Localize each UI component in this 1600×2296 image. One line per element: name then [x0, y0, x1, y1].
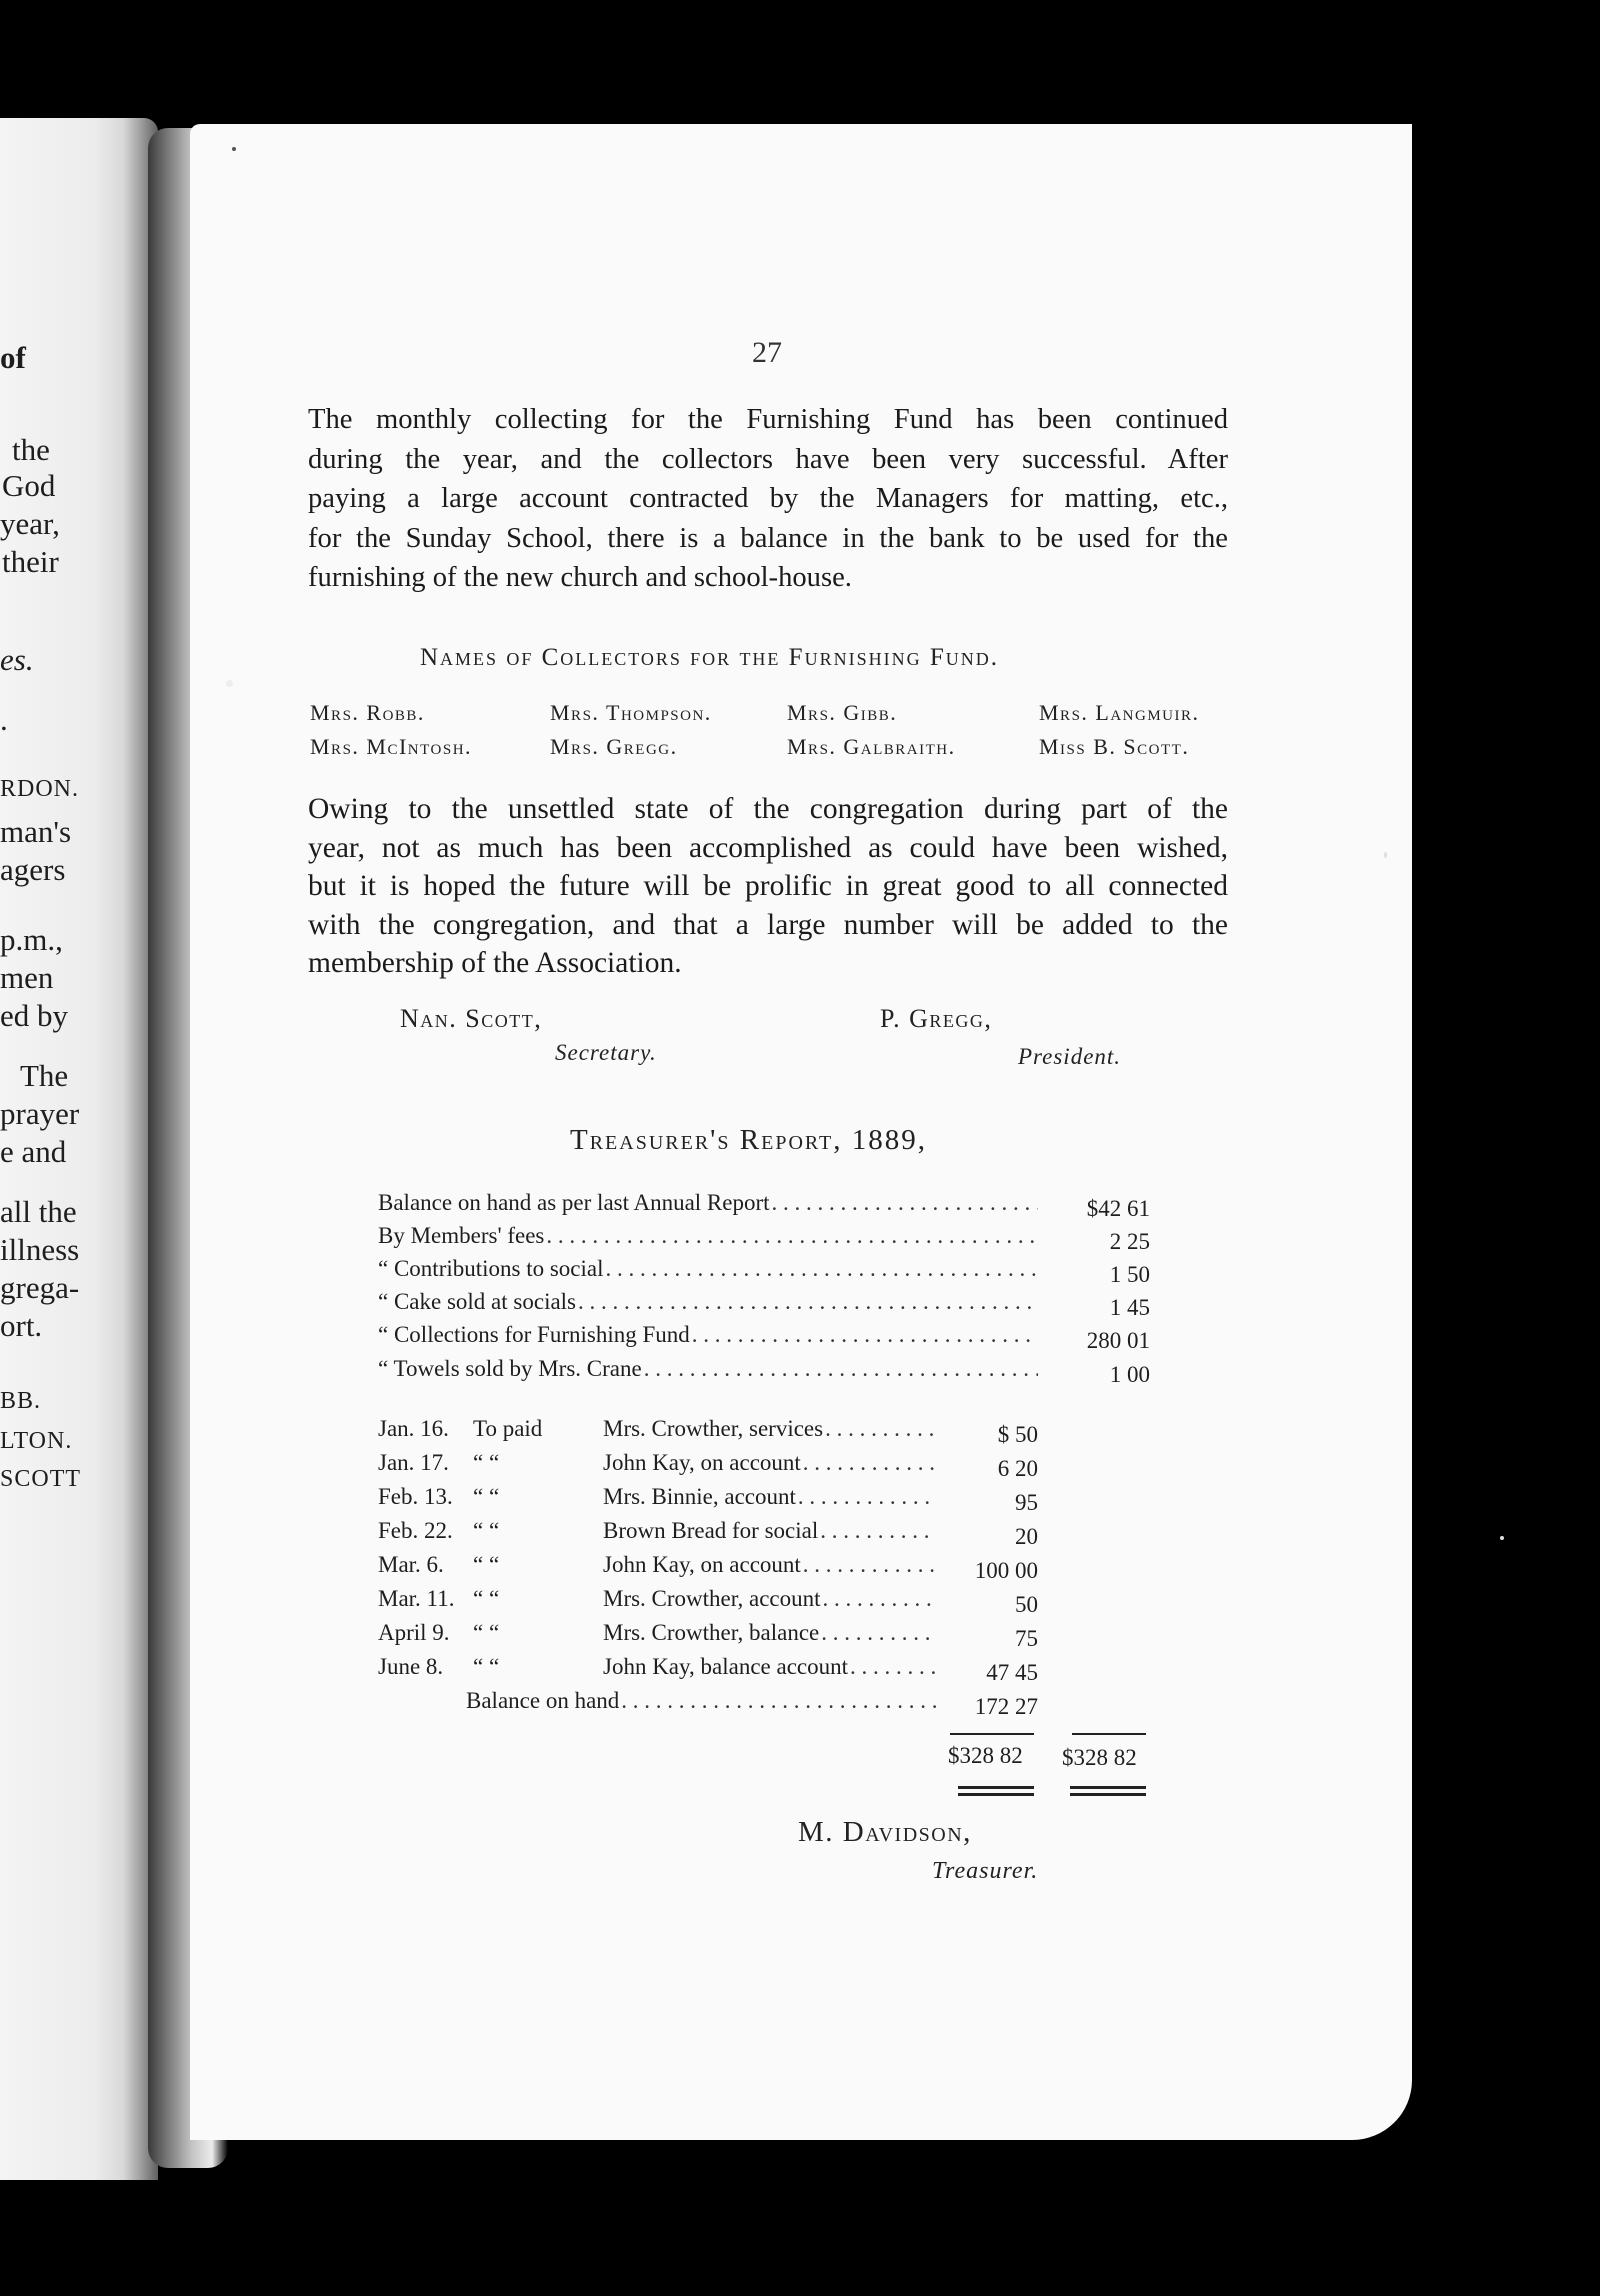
receipt-amount: 1 00	[1109, 1362, 1150, 1387]
payment-date: Mar. 6.	[378, 1552, 444, 1577]
payment-amount: 20	[1015, 1524, 1038, 1549]
collector-name: Mrs. Gibb.	[787, 700, 898, 725]
left-page-fragment: year,	[0, 506, 60, 541]
receipt-label: Balance on hand as per last Annual Report	[378, 1190, 770, 1215]
payment-to: “ “	[473, 1484, 500, 1509]
left-page-fragment: their	[2, 544, 59, 579]
payment-label: Mrs. Crowther, balance	[603, 1620, 820, 1645]
receipts-double-rule-top	[1070, 1786, 1146, 1789]
collector-name: Mrs. Robb.	[310, 700, 425, 725]
payment-date: Feb. 13.	[378, 1484, 453, 1509]
collector-name: Miss B. Scott.	[1039, 734, 1190, 759]
left-page-fragment: God	[2, 468, 56, 503]
collector-name: Mrs. Langmuir.	[1039, 700, 1200, 725]
receipt-label: “ Contributions to social	[378, 1256, 604, 1281]
payment-row	[378, 1620, 936, 1652]
paragraph-line: year, not as much has been accomplished as could have been wished,	[308, 831, 1228, 864]
receipt-row	[378, 1256, 1038, 1288]
leader-dots	[803, 1552, 936, 1578]
scan-speck	[226, 680, 233, 687]
receipt-label: “ Cake sold at socials	[378, 1289, 577, 1314]
scan-speck	[232, 147, 236, 151]
payment-to: “ “	[473, 1552, 500, 1577]
paragraph-line: but it is hoped the future will be prolific in great good to all connected	[308, 870, 1228, 902]
receipt-amount: 1 45	[1109, 1295, 1150, 1320]
left-page-fragment: man's	[0, 814, 72, 849]
left-page-fragment: p.m.,	[0, 922, 63, 957]
payment-to: “ “	[473, 1654, 500, 1679]
collectors-list	[310, 700, 1235, 760]
payment-row	[378, 1484, 936, 1516]
left-page-fragment: all the	[0, 1194, 77, 1229]
payment-row	[466, 1688, 936, 1720]
receipts-sum-rule	[1072, 1733, 1146, 1735]
leader-dots	[692, 1322, 1038, 1348]
payment-amount: 75	[1015, 1626, 1038, 1651]
president-title: President.	[1018, 1044, 1122, 1069]
left-page-fragment: illness	[0, 1232, 80, 1267]
payment-date: April 9.	[378, 1620, 450, 1645]
page-number: 27	[752, 336, 782, 369]
receipt-label: By Members' fees	[378, 1223, 545, 1248]
payment-amount: 172 27	[974, 1694, 1038, 1719]
leader-dots	[803, 1450, 936, 1476]
payment-to: To paid	[473, 1416, 543, 1441]
leader-dots	[823, 1586, 936, 1612]
secretary-title: Secretary.	[555, 1040, 657, 1065]
leader-dots	[850, 1654, 936, 1680]
receipt-row	[378, 1356, 1038, 1388]
payment-label: Mrs. Crowther, services	[603, 1416, 824, 1441]
payment-to: “ “	[473, 1586, 500, 1611]
payment-to: “ “	[473, 1518, 500, 1543]
receipt-row	[378, 1223, 1038, 1255]
left-page-fragment: prayer	[0, 1096, 80, 1131]
left-page-fragment: ort.	[0, 1308, 43, 1343]
payment-amount: 95	[1015, 1490, 1038, 1515]
leader-dots	[820, 1518, 936, 1544]
payment-row	[378, 1654, 936, 1686]
leader-dots	[546, 1223, 1038, 1249]
payment-to: “ “	[473, 1450, 500, 1475]
payment-label: Mrs. Binnie, account	[603, 1484, 796, 1509]
payment-row	[378, 1586, 936, 1618]
left-page-fragment: men	[0, 960, 54, 995]
left-page-fragment: of	[0, 340, 26, 375]
paragraph-line: during the year, and the collectors have been very successful. After	[308, 443, 1228, 475]
left-page-fragment: BB.	[0, 1388, 42, 1414]
leader-dots	[798, 1484, 936, 1510]
collector-name: Mrs. Gregg.	[550, 734, 678, 759]
leader-dots	[825, 1416, 936, 1442]
scan-speck	[1500, 1536, 1504, 1540]
treasurer-name: M. Davidson,	[798, 1816, 972, 1848]
collector-name: Mrs. McIntosh.	[310, 734, 473, 759]
payment-amount: 6 20	[997, 1456, 1038, 1481]
scan-speck	[1384, 852, 1387, 858]
receipt-label: “ Collections for Furnishing Fund	[378, 1322, 690, 1347]
left-page-fragment: .	[0, 702, 8, 737]
collector-name: Mrs. Galbraith.	[787, 734, 956, 759]
payment-amount: 50	[1015, 1592, 1038, 1617]
receipt-amount: 1 50	[1109, 1262, 1150, 1287]
left-page-fragment: the	[12, 432, 50, 467]
paragraph-line: for the Sunday School, there is a balance in the bank to be used for the	[308, 522, 1228, 554]
paragraph-line: furnishing of the new church and school-house.	[308, 562, 852, 593]
paragraph-furnishing-fund	[308, 400, 1228, 598]
payment-label: Brown Bread for social	[603, 1518, 819, 1543]
left-page-fragment: ed by	[0, 998, 69, 1033]
leader-dots	[772, 1190, 1038, 1216]
left-page-fragment: LTON.	[0, 1428, 73, 1454]
payment-date: Feb. 22.	[378, 1518, 453, 1543]
payments-double-rule-bottom	[958, 1793, 1034, 1796]
payment-date: Jan. 17.	[378, 1450, 449, 1475]
paragraph-congregation	[308, 790, 1228, 983]
secretary-name: Nan. Scott,	[400, 1004, 543, 1033]
receipt-label: “ Towels sold by Mrs. Crane	[378, 1356, 642, 1381]
receipt-row	[378, 1190, 1038, 1222]
leader-dots	[606, 1256, 1038, 1282]
leader-dots	[644, 1356, 1038, 1382]
payment-amount: $ 50	[997, 1422, 1038, 1447]
receipt-amount: 2 25	[1109, 1229, 1150, 1254]
receipt-amount: 280 01	[1086, 1328, 1150, 1353]
payment-label: John Kay, balance account	[603, 1654, 849, 1679]
total-payments: $328 82	[948, 1743, 1023, 1768]
paragraph-line: The monthly collecting for the Furnishing Fund has been continued	[308, 404, 1228, 435]
payments-double-rule-top	[958, 1786, 1034, 1789]
paragraph-line: Owing to the unsettled state of the congregation during part of the	[308, 793, 1228, 825]
leader-dots	[821, 1620, 936, 1646]
collector-name: Mrs. Thompson.	[550, 700, 712, 725]
president-name: P. Gregg,	[880, 1004, 993, 1033]
payment-label: Mrs. Crowther, account	[603, 1586, 821, 1611]
leader-dots	[578, 1289, 1038, 1315]
payment-label: Balance on hand	[466, 1688, 620, 1713]
treasurer-title: Treasurer.	[932, 1858, 1039, 1884]
left-page-fragment: SCOTT	[0, 1466, 82, 1492]
left-page-fragment: RDON.	[0, 776, 80, 802]
payment-amount: 47 45	[986, 1660, 1038, 1685]
paragraph-line: membership of the Association.	[308, 947, 682, 979]
receipt-amount: $42 61	[1086, 1196, 1150, 1221]
paragraph-line: with the congregation, and that a large number will be added to the	[308, 908, 1228, 941]
receipt-row	[378, 1289, 1038, 1321]
receipt-row	[378, 1322, 1038, 1354]
payments-sum-rule	[950, 1733, 1034, 1735]
payment-row	[378, 1518, 936, 1550]
payment-label: John Kay, on account	[603, 1552, 801, 1577]
leader-dots	[621, 1688, 936, 1714]
treasurers-report-title: Treasurer's Report, 1889,	[570, 1124, 928, 1156]
payment-date: Mar. 11.	[378, 1586, 455, 1611]
payment-label: John Kay, on account	[603, 1450, 801, 1475]
left-page-fragment: es.	[0, 642, 34, 677]
left-page-fragment: e and	[0, 1134, 67, 1169]
payment-date: Jan. 16.	[378, 1416, 449, 1441]
payment-row	[378, 1552, 936, 1584]
receipts-double-rule-bottom	[1070, 1793, 1146, 1796]
left-page-fragment: agers	[0, 852, 66, 887]
total-receipts: $328 82	[1062, 1745, 1137, 1770]
payment-row	[378, 1450, 936, 1482]
payment-date: June 8.	[378, 1654, 444, 1679]
paragraph-line: paying a large account contracted by the Managers for matting, etc.,	[308, 483, 1228, 514]
left-page-fragment: grega-	[0, 1270, 80, 1305]
payment-to: “ “	[473, 1620, 500, 1645]
payment-amount: 100 00	[974, 1558, 1038, 1583]
left-page-fragment: The	[20, 1058, 69, 1093]
collectors-heading: Names of Collectors for the Furnishing Fund.	[420, 644, 999, 671]
left-facing-page	[0, 118, 158, 2180]
payment-row	[378, 1416, 936, 1448]
